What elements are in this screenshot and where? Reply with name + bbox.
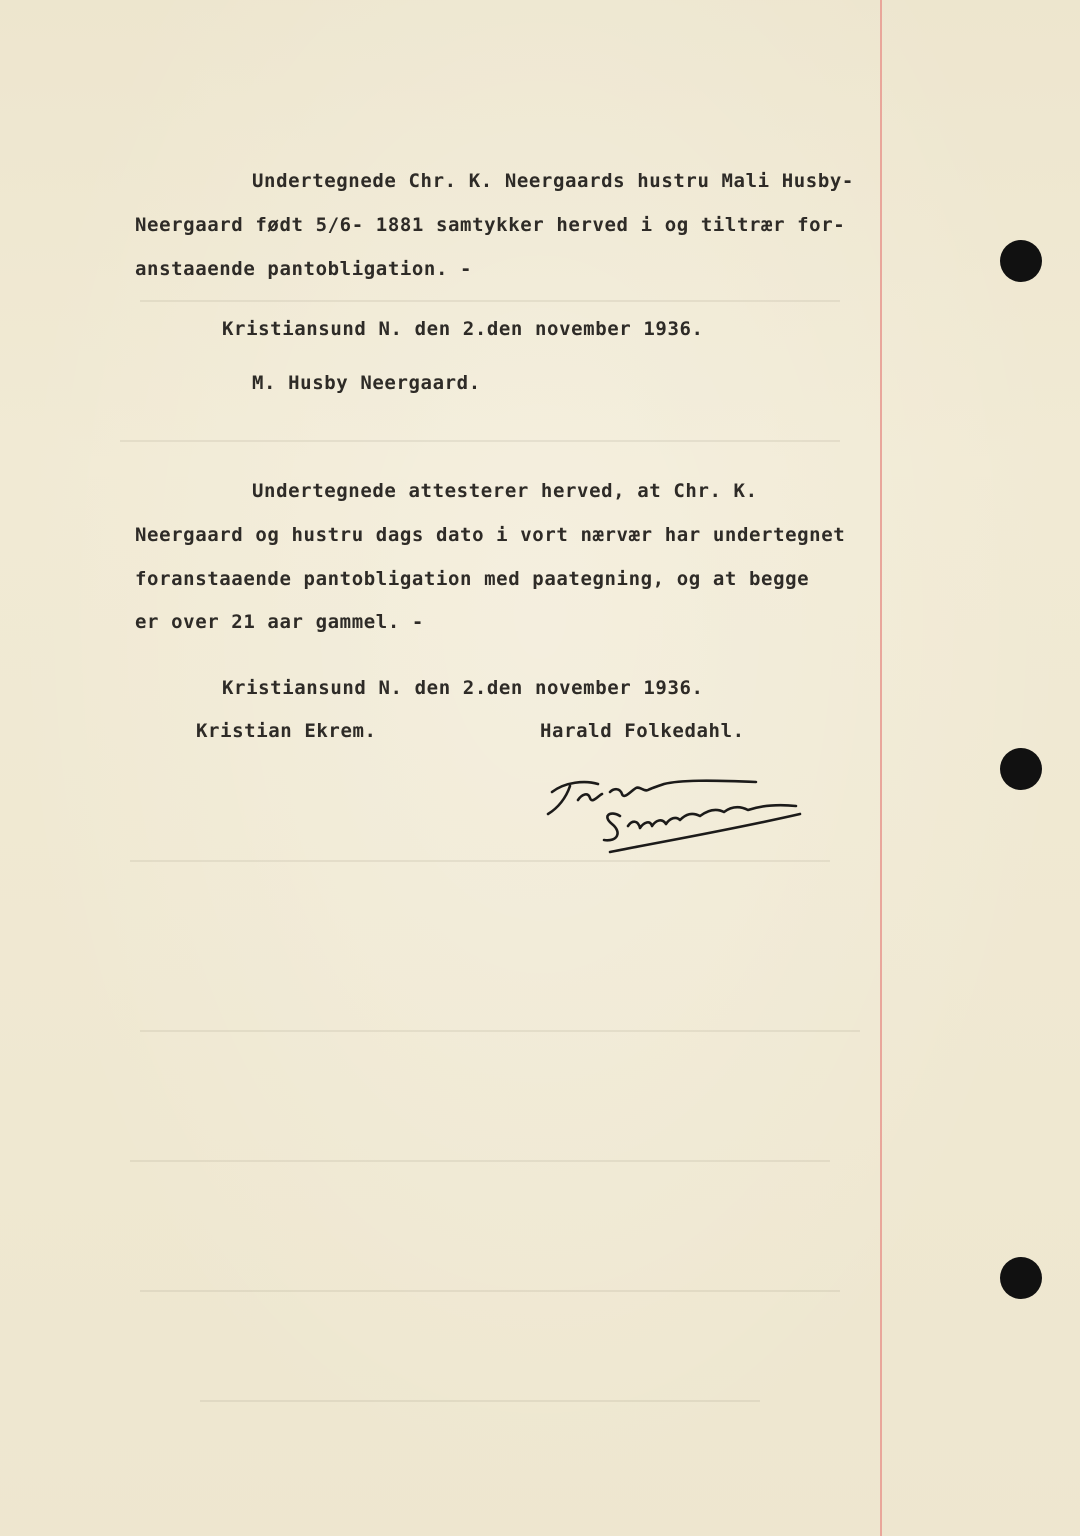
witness-line-2: Neergaard og hustru dags dato i vort nærvær har undertegnet: [135, 524, 846, 546]
consent-line-3: anstaaende pantobligation. -: [135, 258, 473, 280]
margin-rule: [880, 0, 882, 1536]
handwritten-signature: [540, 770, 820, 870]
witness-line-4: er over 21 aar gammel. -: [135, 611, 424, 633]
consent-line-2: Neergaard født 5/6- 1881 samtykker herved i og tiltrær for-: [135, 214, 846, 236]
consent-signature: M. Husby Neergaard.: [252, 372, 481, 394]
bleed-through-line: [130, 1160, 830, 1162]
witness-place-date: Kristiansund N. den 2.den november 1936.: [222, 677, 704, 699]
bleed-through-line: [140, 1030, 860, 1032]
witness-name-2: Harald Folkedahl.: [540, 720, 745, 742]
witness-line-3: foranstaaende pantobligation med paategning, og at begge: [135, 568, 810, 590]
punch-hole: [1000, 748, 1042, 790]
witness-line-1: Undertegnede attesterer herved, at Chr. K.: [252, 480, 758, 502]
witness-name-1: Kristian Ekrem.: [196, 720, 377, 742]
consent-line-1: Undertegnede Chr. K. Neergaards hustru Mali Husby-: [252, 170, 854, 192]
bleed-through-line: [140, 300, 840, 302]
bleed-through-line: [120, 440, 840, 442]
consent-place-date: Kristiansund N. den 2.den november 1936.: [222, 318, 704, 340]
bleed-through-line: [200, 1400, 760, 1402]
punch-hole: [1000, 240, 1042, 282]
punch-hole: [1000, 1257, 1042, 1299]
bleed-through-line: [140, 1290, 840, 1292]
